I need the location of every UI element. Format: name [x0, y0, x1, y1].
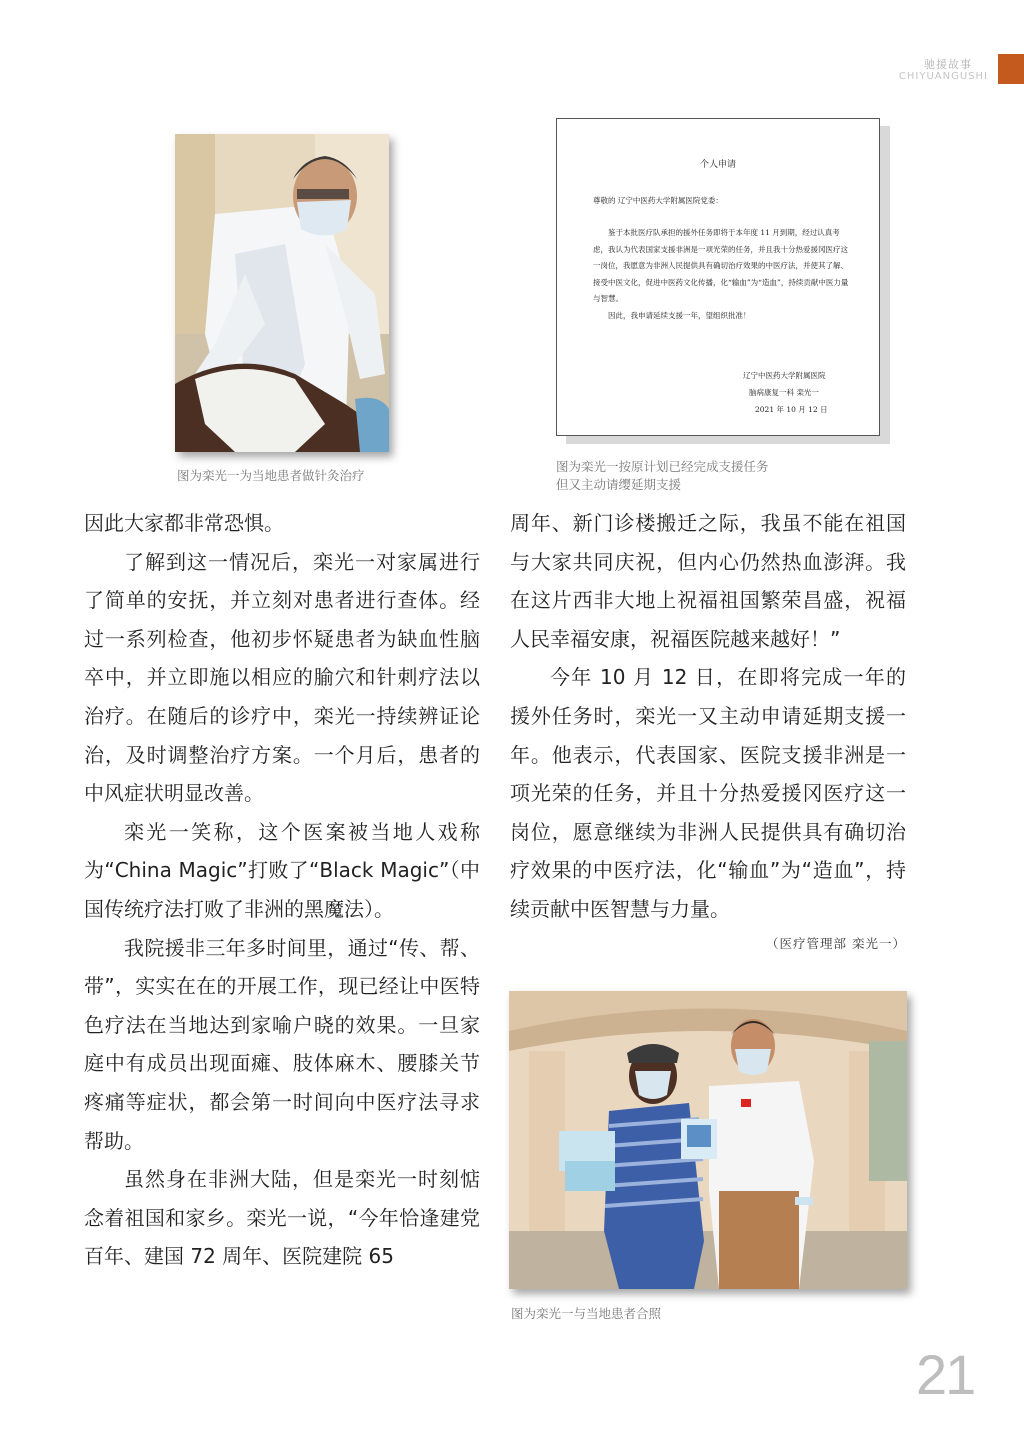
section-title-pinyin: CHIYUANGUSHI: [898, 71, 988, 82]
photo2-caption-line2: 但又主动请缨延期支援: [556, 477, 682, 492]
paragraph: 今年 10 月 12 日，在即将完成一年的援外任务时，栾光一又主动申请延期支援一年。他表示，代表国家、医院支援非洲是一项光荣的任务，并且十分热爱援冈医疗这一岗位，愿意继续为非洲人民提供具有确切治疗效果的中医疗法，化“输血”为“造血”，持续贡献中医智慧与力量。: [510, 665, 906, 921]
paragraph: 因此大家都非常恐惧。: [84, 511, 284, 535]
letter-paragraph: 鉴于本批医疗队承担的援外任务即将于本年度 11 月到期，经过认真考虑，我认为代表国家支援非洲是一项光荣的任务，并且我十分热爱援冈医疗这一岗位，我愿意为非洲人民提供具有确切治疗效果的中医疗法，并使其了解、接受中医文化，促进中医药文化传播，化“输血”为“造血”，持续贡献中医力量与智慧。: [593, 228, 849, 303]
letter-title: 个人申请: [699, 160, 736, 170]
photo2-caption-line1: 图为栾光一按原计划已经完成支援任务: [556, 459, 769, 474]
article-signature: （医疗管理部 栾光一）: [766, 935, 906, 951]
group-photo: [509, 991, 907, 1289]
photo3-caption: 图为栾光一与当地患者合照: [511, 1306, 662, 1321]
application-letter: [556, 118, 880, 436]
letter-signature-name: 脑病康复一科 栾光一: [749, 388, 819, 397]
right-column: [510, 504, 906, 959]
paragraph: 周年、新门诊楼搬迁之际，我虽不能在祖国与大家共同庆祝，但内心仍然热血澎湃。我在这片西非大地上祝福祖国繁荣昌盛，祝福人民幸福安康，祝福医院越来越好！”: [510, 511, 906, 651]
letter-signature-org: 辽宁中医药大学附属医院: [743, 371, 826, 380]
header-accent-block: [998, 54, 1024, 84]
photo1-caption: 图为栾光一为当地患者做针灸治疗: [177, 468, 365, 483]
photo2-caption: [556, 458, 769, 494]
letter-date: 2021 年 10 月 12 日: [755, 405, 828, 414]
paragraph: 栾光一笑称，这个医案被当地人戏称为“China Magic”打败了“Black Magic”（中国传统疗法打败了非洲的黑魔法）。: [84, 819, 480, 921]
letter-body: [593, 225, 851, 324]
acupuncture-photo: [175, 134, 389, 452]
page-number: 21: [916, 1343, 975, 1406]
section-title: 驰援故事: [924, 58, 972, 71]
letter-paragraph: 因此，我申请延续支援一年，望组织批准！: [608, 310, 751, 320]
left-column: [84, 504, 480, 1276]
paragraph: 我院援非三年多时间里，通过“传、帮、带”，实实在在的开展工作，现已经让中医特色疗法在当地达到家喻户晓的效果。一旦家庭中有成员出现面瘫、肢体麻木、腰膝关节疼痛等症状，都会第一时间向中医疗法寻求帮助。: [84, 935, 480, 1153]
letter-salutation: 尊敬的 辽宁中医药大学附属医院党委：: [593, 196, 723, 205]
paragraph: 了解到这一情况后，栾光一对家属进行了简单的安抚，并立刻对患者进行查体。经过一系列检查，他初步怀疑患者为缺血性脑卒中，并立即施以相应的腧穴和针刺疗法以治疗。在随后的诊疗中，栾光一持续辨证论治，及时调整治疗方案。一个月后，患者的中风症状明显改善。: [84, 549, 480, 806]
application-letter-image: [556, 118, 880, 436]
letter-signature: [743, 367, 828, 418]
paragraph: 虽然身在非洲大陆，但是栾光一时刻惦念着祖国和家乡。栾光一说，“今年恰逢建党百年、建国 72 周年、医院建院 65: [84, 1167, 480, 1269]
